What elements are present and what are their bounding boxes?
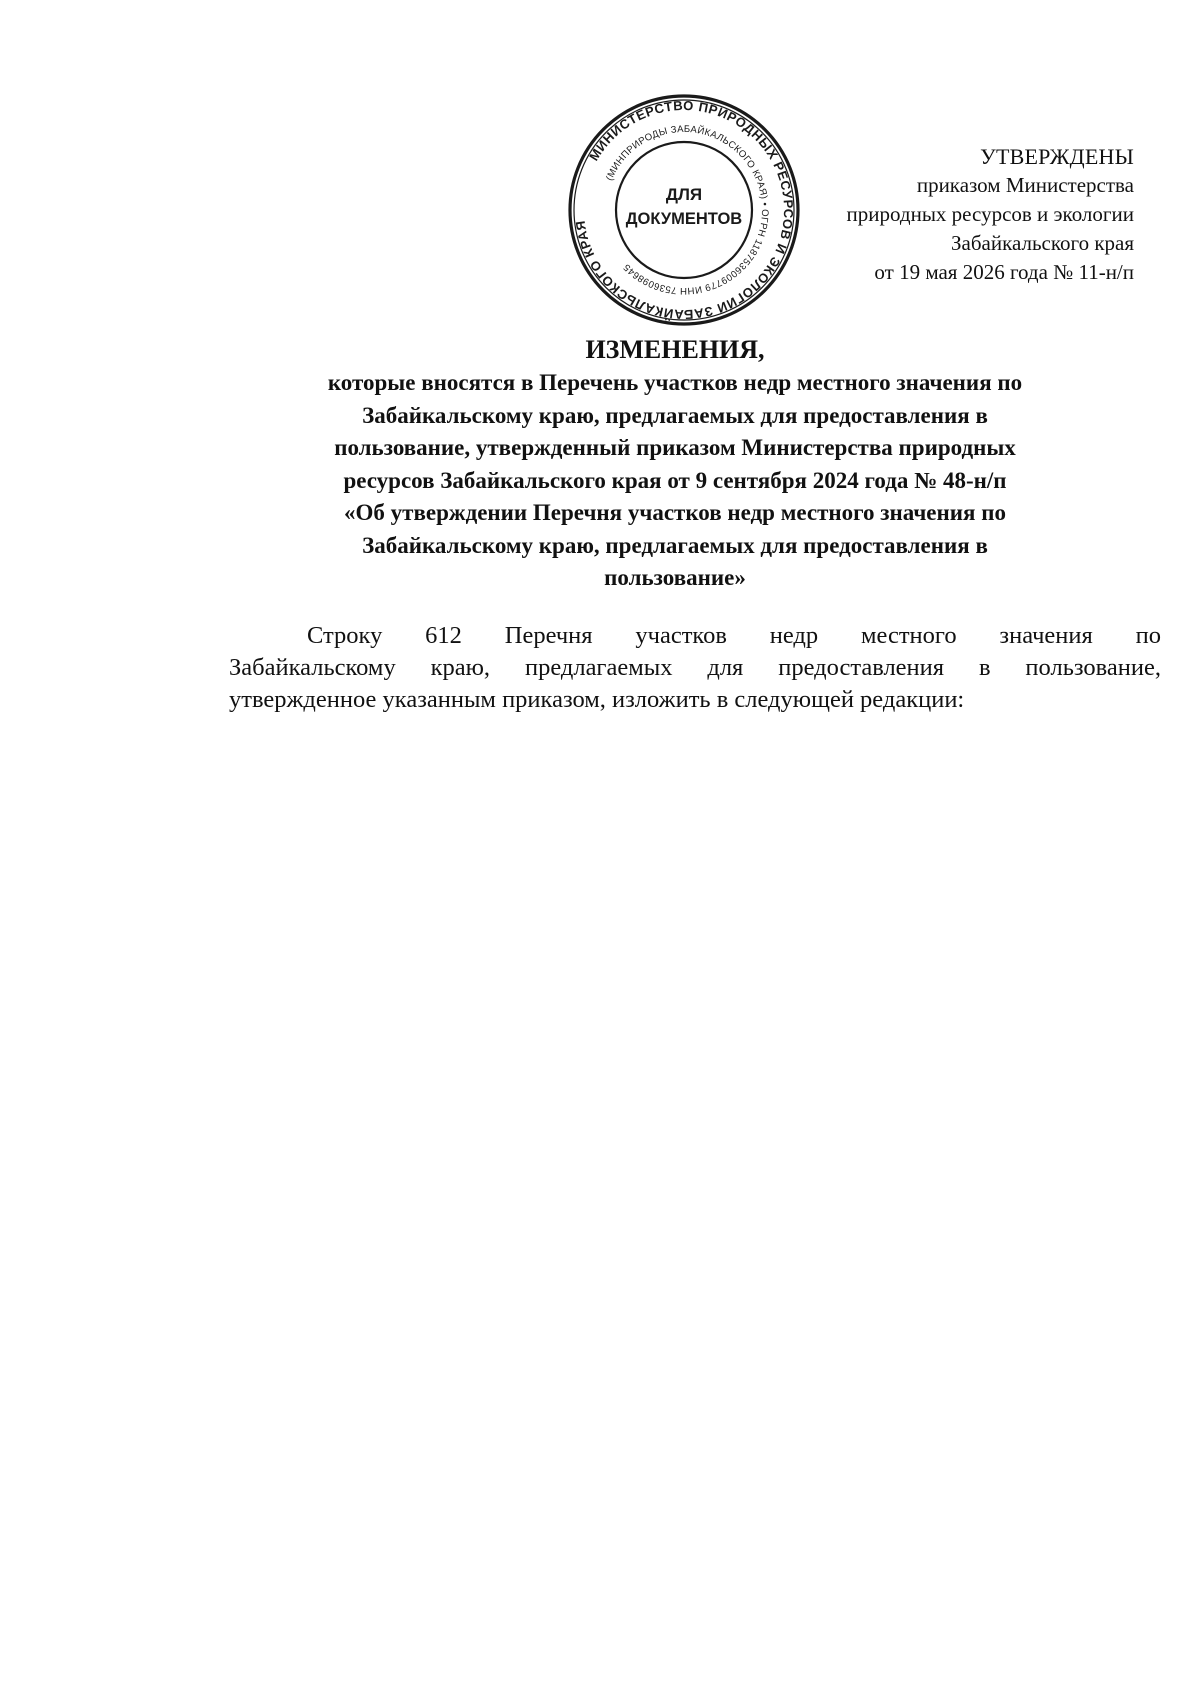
approval-line: Забайкальского края [950, 231, 1134, 255]
approval-block [714, 142, 1134, 287]
title-line: Забайкальскому краю, предлагаемых для предоставления в [362, 402, 988, 428]
approval-date-number: от 19 мая 2026 года № 11-н/п [874, 260, 1134, 284]
body-paragraph [229, 620, 1161, 716]
approval-heading: УТВЕРЖДЕНЫ [980, 144, 1134, 169]
title-line: которые вносятся в Перечень участков недр местного значения по [327, 370, 1023, 395]
approval-line: приказом Министерства [916, 173, 1134, 197]
seal-center-line-2: ДОКУМЕНТОВ [625, 210, 743, 228]
title-line: Забайкальскому краю, предлагаемых для предоставления в [362, 532, 988, 558]
seal-inner-ring-text: (МИНПРИРОДЫ ЗАБАЙКАЛЬСКОГО КРАЯ) • ОГРН 1187536009779 ИНН 7536098645 [604, 123, 771, 297]
seal-ring-text: МИНИСТЕРСТВО ПРИРОДНЫХ РЕСУРСОВ И ЭКОЛОГИИ ЗАБАЙКАЛЬСКОГО КРАЯ [572, 97, 797, 323]
body-line: утвержденное указанным приказом, изложить в следующей редакции: [229, 686, 965, 713]
title-line: пользование» [604, 565, 746, 590]
approval-line: природных ресурсов и экологии [846, 202, 1134, 226]
title-line: ресурсов Забайкальского края от 9 сентября 2024 года № 48-н/п [343, 467, 1007, 493]
title-line: пользование, утвержденный приказом Министерства природных [334, 435, 1016, 460]
body-line: Забайкальскому краю, предлагаемых для предоставления в пользование, [229, 654, 1161, 681]
seal-center-line-1: ДЛЯ [665, 185, 703, 204]
document-title-block [235, 333, 1115, 595]
title-line: «Об утверждении Перечня участков недр местного значения по [344, 500, 1006, 525]
body-line: Строку 612 Перечня участков недр местного значения по [307, 622, 1161, 649]
document-heading: ИЗМЕНЕНИЯ, [585, 335, 765, 364]
